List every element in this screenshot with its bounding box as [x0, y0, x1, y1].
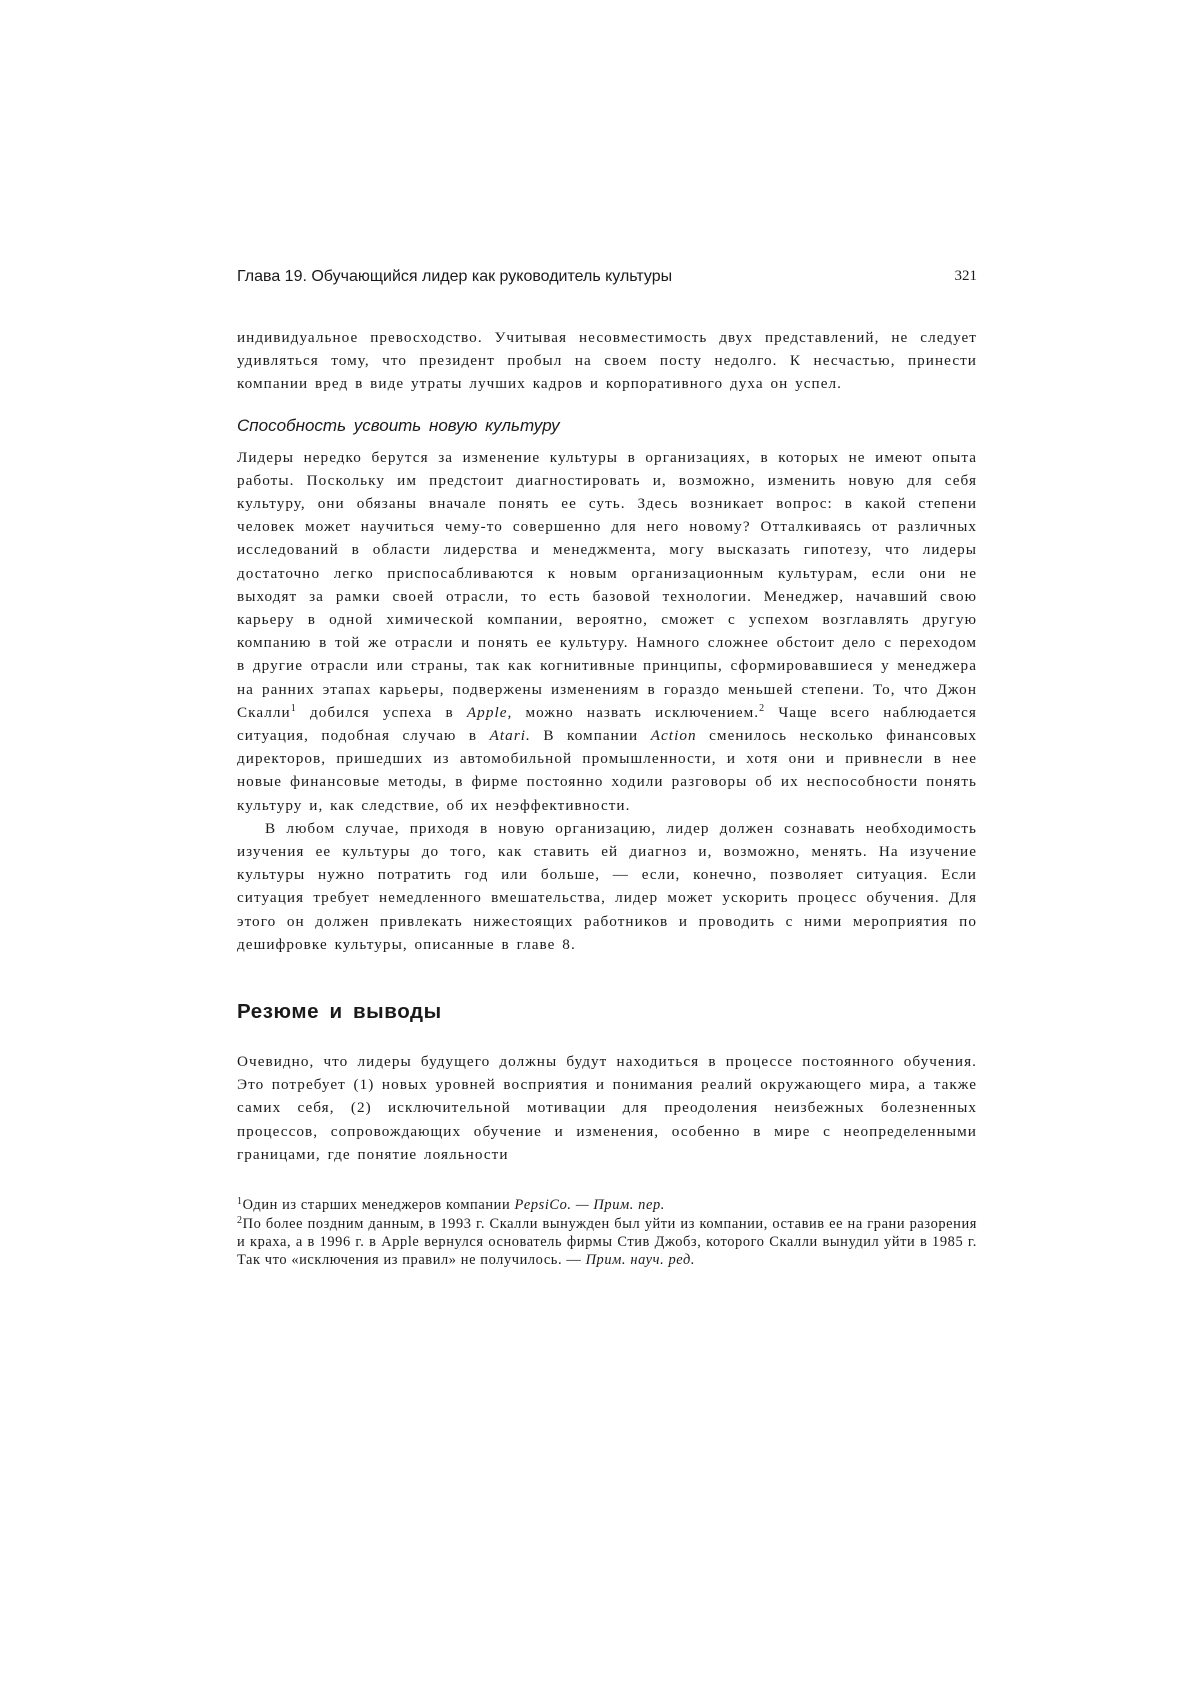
paragraph-3: В любом случае, приходя в новую организацию, лидер должен сознавать необходимость изучения ее культуры до того, как ставить ей диагноз и, возможно, менять. На изучение культуры нужно потратить год или больше, — если, конечно, позволяет ситуация. Если ситуация требует немедленного вмешательства, лидер может ускорить процесс обучения. Для этого он должен привлекать нижестоящих работников и проводить с ними мероприятия по дешифровке культуры, описанные в главе 8.	[237, 819, 977, 953]
paragraph-2-text-d: Чаще всего наблюдается ситуация, подобная случаю в	[237, 703, 977, 745]
footnote-1-text: Один из старших менеджеров компании	[242, 1197, 515, 1214]
running-header	[237, 268, 977, 298]
paragraph-2-text-b: добился успеха в	[296, 703, 467, 721]
page-number: 321	[954, 268, 977, 284]
subheading: Способность усвоить новую культуру	[237, 415, 560, 435]
footnote-1	[237, 1196, 977, 1214]
paragraph-4: Очевидно, что лидеры будущего должны будут находиться в процессе постоянного обучения. Это потребует (1) новых уровней восприятия и понимания реалий окружающего мира, а также самих себя, (2) исключительной мотивации для преодоления неизбежных болезненных процессов, сопровождающих обучение и изменения, особенно в мире с неопределенными границами, где понятие лояльности	[237, 1053, 977, 1163]
company-name-atari: Atari.	[489, 727, 531, 745]
company-name-action: Action	[650, 727, 697, 745]
paragraph-2-text-a: Лидеры нередко берутся за изменение культуры в организациях, в которых не имеют опыта работы. Поскольку им предстоит диагностировать и, возможно, изменить новую для себя культуру, они обязаны вначале понять ее суть. Здесь возникает вопрос: в какой степени человек может научиться чему-то совершенно для него новому? Отталкиваясь от различных исследований в области лидерства и менеджмента, могу высказать гипотезу, что лидеры достаточно легко приспосабливаются к новым организационным культурам, если они не выходят за рамки своей отрасли, то есть базовой технологии. Менеджер, начавший свою карьеру в одной химической компании, вероятно, сможет с успехом возглавлять другую компанию в той же отрасли и понять ее культуру. Намного сложнее обстоит дело с переходом в другие отрасли или страны, так как когнитивные принципы, сформировавшиеся у менеджера на ранних этапах карьеры, подвержены изменениям в гораздо меньшей степени. То, что Джон Скалли	[237, 448, 977, 721]
book-page	[237, 268, 977, 1270]
section-heading: Резюме и выводы	[237, 1000, 442, 1024]
footnote-1-mark: 1	[237, 1196, 243, 1208]
paragraph-2	[237, 446, 977, 817]
paragraph-2-text-c: можно назвать исключением.	[512, 703, 760, 721]
paragraph-1: индивидуальное превосходство. Учитывая несовместимость двух представлений, не следует удивляться тому, что президент пробыл на своем посту недолго. К несчастью, принести компании вред в виде утраты лучших кадров и корпоративного духа он успел.	[237, 329, 977, 393]
footnote-1-italic: PepsiCo. — Прим. пер.	[514, 1197, 665, 1214]
company-name-apple: Apple,	[466, 703, 513, 721]
footnote-ref-2: 2	[759, 702, 766, 714]
footnote-2-text: По более поздним данным, в 1993 г. Скалли вынужден был уйти из компании, оставив ее на грани разорения и краха, а в 1996 г. в Apple вернулся основатель фирмы Стив Джобз, которого Скалли вынудил уйти в 1985 г. Так что «исключения из правил» не получилось. —	[237, 1215, 977, 1269]
paragraph-2-text-e: В компании	[530, 727, 651, 745]
footnote-2	[237, 1215, 977, 1270]
footnote-2-mark: 2	[237, 1214, 243, 1226]
footnote-2-italic: Прим. науч. ред.	[585, 1252, 696, 1269]
footnotes	[237, 1196, 977, 1270]
paragraph-2-text-f: сменилось несколько финансовых директоров, пришедших из автомобильной промышленности, и хотя они и привнесли в нее новые финансовые методы, в фирме постоянно ходили разговоры об их неспособности понять культуру и, как следствие, об их неэффективности.	[237, 727, 977, 814]
chapter-title: Глава 19. Обучающийся лидер как руководитель культуры	[237, 268, 673, 285]
footnote-ref-1: 1	[290, 702, 297, 714]
